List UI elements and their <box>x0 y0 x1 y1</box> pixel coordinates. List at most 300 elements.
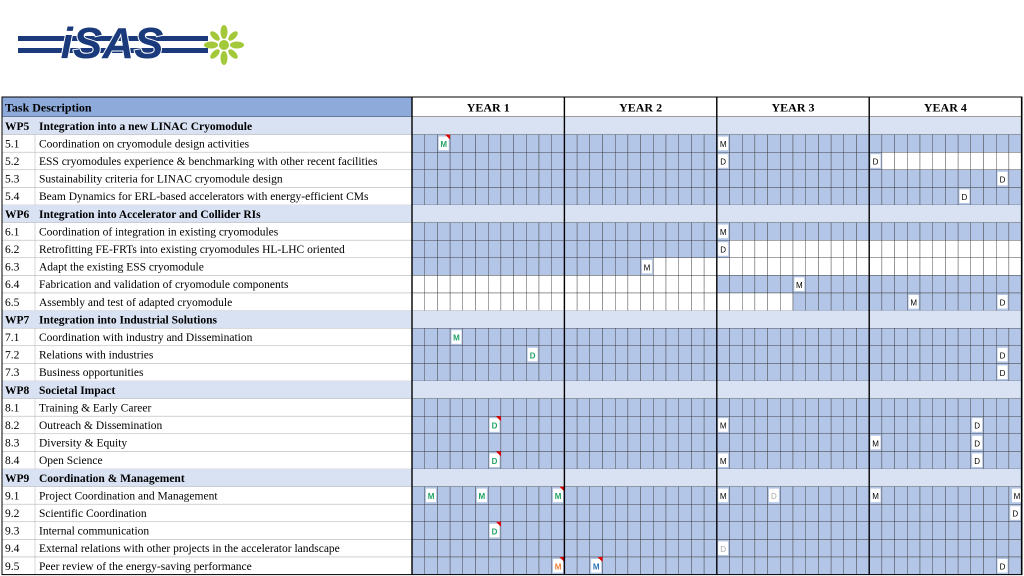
month-cell <box>895 275 908 293</box>
month-cell <box>844 240 857 258</box>
month-cell <box>945 399 958 417</box>
month-cell <box>895 451 908 469</box>
month-cell <box>425 557 438 575</box>
month-cell <box>590 399 603 417</box>
task-name: Open Science <box>39 455 103 468</box>
month-cell <box>882 522 895 540</box>
month-cell <box>615 223 628 241</box>
month-cell <box>844 522 857 540</box>
month-cell <box>412 434 425 452</box>
month-cell <box>577 416 590 434</box>
task-id: 8.4 <box>5 455 20 468</box>
month-cell <box>933 346 946 364</box>
month-cell <box>907 187 920 205</box>
month-cell <box>691 399 704 417</box>
month-cell <box>679 399 692 417</box>
month-cell <box>971 275 984 293</box>
month-cell <box>806 504 819 522</box>
month-cell <box>933 258 946 276</box>
month-cell <box>450 223 463 241</box>
month-cell <box>730 152 743 170</box>
month-cell <box>882 170 895 188</box>
month-cell <box>933 275 946 293</box>
month-cell <box>704 170 717 188</box>
month-cell <box>514 346 527 364</box>
month-cell <box>742 451 755 469</box>
month-cell <box>476 293 489 311</box>
month-cell <box>793 187 806 205</box>
month-cell <box>514 135 527 153</box>
month-cell <box>450 363 463 381</box>
month-cell <box>641 399 654 417</box>
month-cell <box>450 539 463 557</box>
month-cell <box>869 187 882 205</box>
month-cell <box>996 399 1009 417</box>
task-name: Outreach & Dissemination <box>39 420 163 432</box>
month-cell <box>615 557 628 575</box>
month-cell <box>945 293 958 311</box>
month-cell <box>539 275 552 293</box>
month-cell <box>691 152 704 170</box>
task-name: Assembly and test of adapted cryomodule <box>39 296 233 309</box>
month-cell <box>755 363 768 381</box>
month-cell <box>920 346 933 364</box>
month-cell <box>945 434 958 452</box>
month-cell <box>996 522 1009 540</box>
month-cell <box>742 293 755 311</box>
month-cell <box>945 522 958 540</box>
month-cell <box>831 187 844 205</box>
month-cell <box>780 152 793 170</box>
month-cell <box>628 135 641 153</box>
month-cell <box>793 363 806 381</box>
month-cell <box>552 434 565 452</box>
month-cell <box>793 399 806 417</box>
task-name: Retrofitting FE-FRTs into existing cryomodules HL-LHC oriented <box>39 244 345 256</box>
month-cell <box>984 557 997 575</box>
month-cell <box>984 275 997 293</box>
month-cell <box>450 399 463 417</box>
month-cell <box>488 487 501 505</box>
month-cell <box>476 451 489 469</box>
month-cell <box>577 293 590 311</box>
month-cell <box>844 363 857 381</box>
month-cell <box>755 240 768 258</box>
task-name: Internal communication <box>39 525 150 538</box>
month-cell <box>717 557 730 575</box>
month-cell <box>564 504 577 522</box>
month-cell <box>984 187 997 205</box>
month-cell <box>780 240 793 258</box>
workpackage-id: WP9 <box>5 472 30 485</box>
month-cell <box>603 275 616 293</box>
month-cell <box>577 240 590 258</box>
month-cell <box>501 135 514 153</box>
month-cell <box>628 434 641 452</box>
month-cell <box>869 451 882 469</box>
deliverable-marker: D <box>491 456 498 466</box>
month-cell <box>691 487 704 505</box>
task-id: 8.1 <box>5 402 20 415</box>
month-cell <box>958 240 971 258</box>
deliverable-marker: D <box>974 456 981 466</box>
month-cell <box>615 170 628 188</box>
month-cell <box>577 258 590 276</box>
month-cell <box>882 346 895 364</box>
month-cell <box>628 346 641 364</box>
task-id: 5.2 <box>5 156 20 168</box>
month-cell <box>793 451 806 469</box>
month-cell <box>590 135 603 153</box>
month-cell <box>539 522 552 540</box>
month-cell <box>945 328 958 346</box>
month-cell <box>818 328 831 346</box>
month-cell <box>920 223 933 241</box>
deliverable-marker: D <box>720 544 727 554</box>
month-cell <box>730 223 743 241</box>
month-cell <box>857 363 870 381</box>
month-cell <box>742 240 755 258</box>
month-cell <box>653 328 666 346</box>
month-cell <box>437 170 450 188</box>
month-cell <box>564 434 577 452</box>
month-cell <box>857 135 870 153</box>
month-cell <box>857 399 870 417</box>
month-cell <box>958 135 971 153</box>
month-cell <box>679 363 692 381</box>
month-cell <box>806 363 819 381</box>
month-cell <box>857 187 870 205</box>
month-cell <box>552 504 565 522</box>
month-cell <box>869 346 882 364</box>
month-cell <box>666 522 679 540</box>
month-cell <box>818 557 831 575</box>
month-cell <box>577 539 590 557</box>
month-cell <box>920 434 933 452</box>
month-cell <box>768 504 781 522</box>
month-cell <box>907 399 920 417</box>
milestone-marker: M <box>554 492 562 502</box>
month-cell <box>907 522 920 540</box>
month-cell <box>501 487 514 505</box>
month-cell <box>984 135 997 153</box>
month-cell <box>742 363 755 381</box>
month-cell <box>412 135 425 153</box>
month-cell <box>869 328 882 346</box>
month-cell <box>844 399 857 417</box>
month-cell <box>958 487 971 505</box>
month-cell <box>539 328 552 346</box>
month-cell <box>691 416 704 434</box>
month-cell <box>603 223 616 241</box>
month-cell <box>615 328 628 346</box>
month-cell <box>437 451 450 469</box>
month-cell <box>437 328 450 346</box>
month-cell <box>793 434 806 452</box>
month-cell <box>920 275 933 293</box>
month-cell <box>653 539 666 557</box>
month-cell <box>780 170 793 188</box>
month-cell <box>818 363 831 381</box>
task-id: 9.5 <box>5 560 20 573</box>
month-cell <box>603 135 616 153</box>
month-cell <box>552 539 565 557</box>
month-cell <box>971 346 984 364</box>
month-cell <box>755 522 768 540</box>
month-cell <box>945 346 958 364</box>
month-cell <box>704 522 717 540</box>
month-cell <box>730 416 743 434</box>
month-cell <box>895 557 908 575</box>
month-cell <box>755 135 768 153</box>
month-cell <box>501 557 514 575</box>
month-cell <box>895 363 908 381</box>
month-cell <box>780 399 793 417</box>
month-cell <box>514 487 527 505</box>
month-cell <box>895 240 908 258</box>
month-cell <box>425 539 438 557</box>
milestone-marker: M <box>719 456 727 466</box>
month-cell <box>882 504 895 522</box>
month-cell <box>653 451 666 469</box>
month-cell <box>768 346 781 364</box>
month-cell <box>755 399 768 417</box>
month-cell <box>526 416 539 434</box>
month-cell <box>463 223 476 241</box>
task-id: 6.3 <box>5 261 20 274</box>
month-cell <box>450 258 463 276</box>
month-cell <box>641 170 654 188</box>
month-cell <box>755 451 768 469</box>
month-cell <box>641 346 654 364</box>
month-cell <box>742 275 755 293</box>
month-cell <box>984 240 997 258</box>
month-cell <box>945 135 958 153</box>
month-cell <box>691 504 704 522</box>
month-cell <box>526 539 539 557</box>
month-cell <box>628 451 641 469</box>
month-cell <box>933 170 946 188</box>
month-cell <box>869 275 882 293</box>
month-cell <box>501 434 514 452</box>
month-cell <box>742 399 755 417</box>
month-cell <box>907 451 920 469</box>
month-cell <box>564 416 577 434</box>
month-cell <box>603 346 616 364</box>
month-cell <box>945 504 958 522</box>
month-cell <box>615 416 628 434</box>
month-cell <box>615 539 628 557</box>
month-cell <box>476 504 489 522</box>
month-cell <box>691 539 704 557</box>
month-cell <box>1009 434 1022 452</box>
month-cell <box>577 135 590 153</box>
month-cell <box>450 240 463 258</box>
month-cell <box>945 451 958 469</box>
month-cell <box>857 346 870 364</box>
month-cell <box>425 187 438 205</box>
month-cell <box>641 522 654 540</box>
month-cell <box>526 240 539 258</box>
month-cell <box>818 522 831 540</box>
month-cell <box>526 135 539 153</box>
month-cell <box>577 152 590 170</box>
month-cell <box>1009 170 1022 188</box>
month-cell <box>526 557 539 575</box>
month-cell <box>780 451 793 469</box>
month-cell <box>793 504 806 522</box>
month-cell <box>539 170 552 188</box>
month-cell <box>971 223 984 241</box>
month-cell <box>488 363 501 381</box>
month-cell <box>984 223 997 241</box>
month-cell <box>628 539 641 557</box>
month-cell <box>996 434 1009 452</box>
month-cell <box>717 293 730 311</box>
task-name: Coordination with industry and Dissemination <box>39 332 253 344</box>
month-cell <box>996 135 1009 153</box>
task-name: ESS cryomodules experience & benchmarking with other recent facilities <box>39 156 378 168</box>
month-cell <box>564 258 577 276</box>
month-cell <box>895 135 908 153</box>
month-cell <box>564 275 577 293</box>
month-cell <box>526 451 539 469</box>
task-id: 7.1 <box>5 332 20 344</box>
month-cell <box>907 258 920 276</box>
month-cell <box>666 293 679 311</box>
month-cell <box>577 170 590 188</box>
month-cell <box>844 293 857 311</box>
month-cell <box>882 152 895 170</box>
month-cell <box>501 170 514 188</box>
month-cell <box>933 240 946 258</box>
month-cell <box>780 487 793 505</box>
month-cell <box>463 557 476 575</box>
month-cell <box>882 399 895 417</box>
month-cell <box>577 399 590 417</box>
month-cell <box>463 152 476 170</box>
month-cell <box>501 275 514 293</box>
month-cell <box>653 135 666 153</box>
month-cell <box>996 504 1009 522</box>
month-cell <box>730 170 743 188</box>
month-cell <box>831 434 844 452</box>
month-cell <box>895 187 908 205</box>
month-cell <box>857 223 870 241</box>
month-cell <box>463 416 476 434</box>
month-cell <box>984 416 997 434</box>
month-cell <box>730 135 743 153</box>
month-cell <box>945 539 958 557</box>
month-cell <box>412 539 425 557</box>
month-cell <box>450 557 463 575</box>
month-cell <box>412 170 425 188</box>
deliverable-marker: D <box>771 492 777 502</box>
month-cell <box>412 504 425 522</box>
month-cell <box>920 363 933 381</box>
month-cell <box>704 434 717 452</box>
deliverable-marker: D <box>529 351 536 361</box>
month-cell <box>450 504 463 522</box>
month-cell <box>412 363 425 381</box>
month-cell <box>539 223 552 241</box>
month-cell <box>768 399 781 417</box>
month-cell <box>539 434 552 452</box>
month-cell <box>514 258 527 276</box>
month-cell <box>742 152 755 170</box>
month-cell <box>717 363 730 381</box>
month-cell <box>653 187 666 205</box>
month-cell <box>895 434 908 452</box>
month-cell <box>730 363 743 381</box>
month-cell <box>476 363 489 381</box>
month-cell <box>755 258 768 276</box>
month-cell <box>1009 135 1022 153</box>
month-cell <box>844 557 857 575</box>
month-cell <box>590 275 603 293</box>
month-cell <box>463 187 476 205</box>
month-cell <box>539 240 552 258</box>
month-cell <box>806 328 819 346</box>
month-cell <box>831 170 844 188</box>
month-cell <box>628 170 641 188</box>
month-cell <box>869 240 882 258</box>
month-cell <box>1009 240 1022 258</box>
month-cell <box>603 170 616 188</box>
year-header-label: YEAR 4 <box>923 100 967 115</box>
month-cell <box>780 363 793 381</box>
month-cell <box>882 135 895 153</box>
month-cell <box>628 487 641 505</box>
month-cell <box>704 363 717 381</box>
month-cell <box>971 328 984 346</box>
month-cell <box>704 539 717 557</box>
month-cell <box>818 152 831 170</box>
month-cell <box>818 487 831 505</box>
month-cell <box>437 240 450 258</box>
month-cell <box>971 135 984 153</box>
month-cell <box>514 293 527 311</box>
month-cell <box>831 346 844 364</box>
month-cell <box>793 135 806 153</box>
month-cell <box>857 557 870 575</box>
month-cell <box>425 135 438 153</box>
month-cell <box>895 152 908 170</box>
month-cell <box>501 522 514 540</box>
month-cell <box>717 346 730 364</box>
month-cell <box>564 135 577 153</box>
month-cell <box>818 258 831 276</box>
month-cell <box>603 522 616 540</box>
month-cell <box>615 293 628 311</box>
task-id: 7.2 <box>5 349 20 362</box>
month-cell <box>704 328 717 346</box>
month-cell <box>425 152 438 170</box>
logo-wordmark: iSAS <box>60 19 164 68</box>
month-cell <box>691 557 704 575</box>
deliverable-marker: D <box>999 562 1006 572</box>
month-cell <box>526 258 539 276</box>
month-cell <box>730 434 743 452</box>
month-cell <box>666 240 679 258</box>
month-cell <box>437 275 450 293</box>
month-cell <box>691 135 704 153</box>
month-cell <box>895 522 908 540</box>
month-cell <box>730 328 743 346</box>
month-cell <box>488 275 501 293</box>
month-cell <box>501 346 514 364</box>
month-cell <box>704 135 717 153</box>
